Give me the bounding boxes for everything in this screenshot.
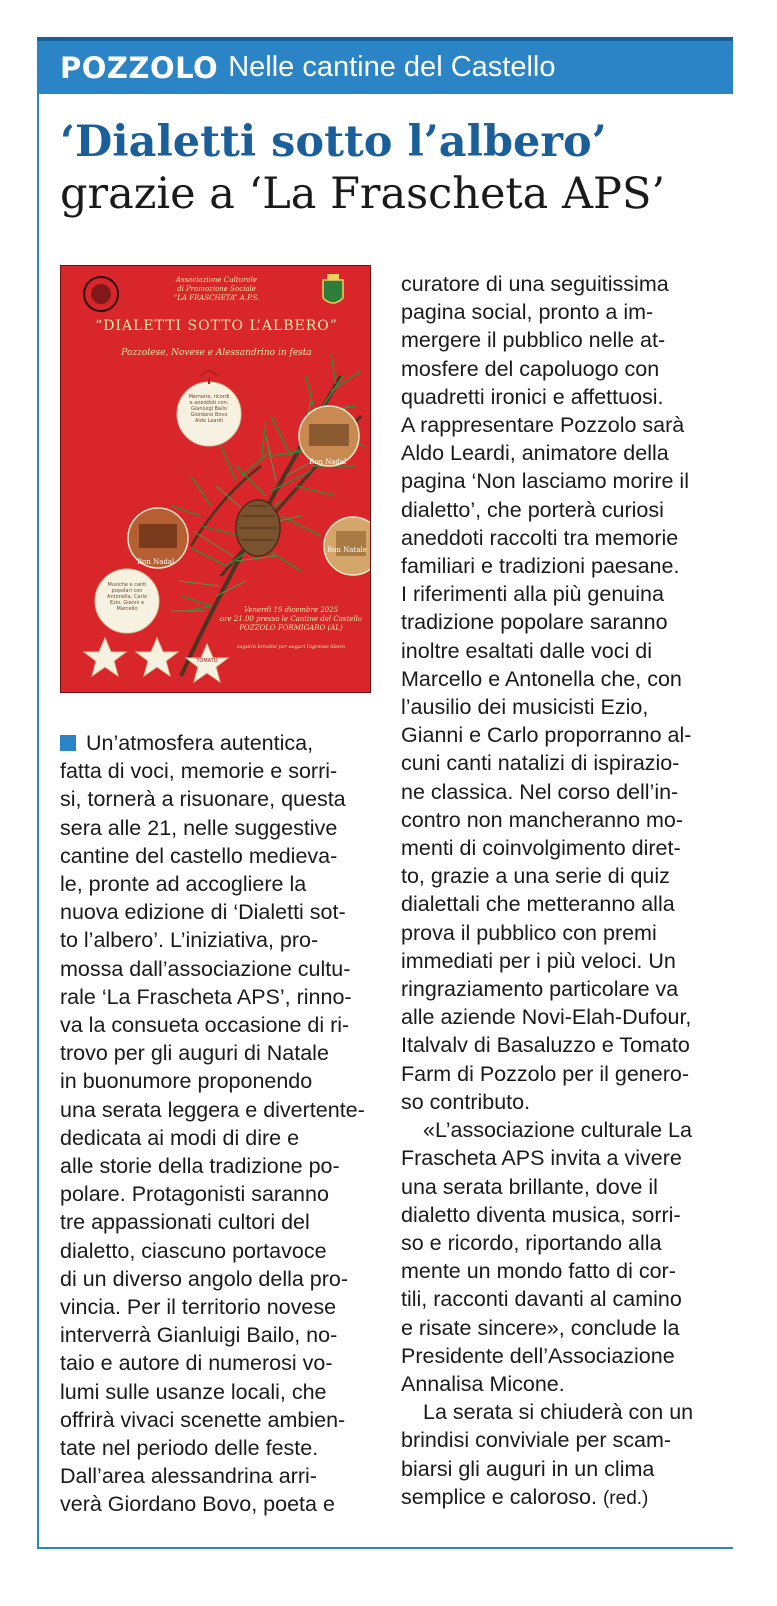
text-line: dialetto’, che porterà curiosi: [401, 497, 664, 522]
text-line: so e ricordo, riportando alla: [401, 1230, 662, 1255]
text-line: Presidente dell’Associazione: [401, 1343, 675, 1368]
text-line: offrirà vivaci scenette ambien-: [60, 1407, 346, 1432]
text-line: alle aziende Novi-Elah-Dufour,: [401, 1005, 692, 1030]
text-line: trovo per gli auguri di Natale: [60, 1041, 329, 1066]
text-line: dedicata ai modi di dire e: [60, 1125, 300, 1150]
paragraph: [401, 270, 717, 1116]
text-line: Farm di Pozzolo per il genero-: [401, 1061, 689, 1086]
text-line: I riferimenti alla più genuina: [401, 582, 664, 607]
ornament-1-text: Memorie, ricordi e aneddoti con: Gianluigi Bailo Giordano Bovo Aldo Leardi: [188, 394, 230, 424]
ornament-label-3: Bon Natale: [327, 546, 367, 554]
text-line: inoltre esaltati dalle voci di: [401, 638, 652, 663]
article-column-right: [401, 270, 717, 1513]
poster-event-details: Venerdì 19 dicembre 2025 ore 21.00 presso le Cantine del Castello POZZOLO FORMIGARO (AL): [219, 606, 363, 632]
text-line: alle storie della tradizione po-: [60, 1154, 340, 1179]
text-line: va la consueta occasione di ri-: [60, 1013, 350, 1038]
text-line: Aldo Leardi, animatore della: [401, 441, 669, 466]
text-line: Frascheta APS invita a vivere: [401, 1146, 682, 1171]
text-line: vincia. Per il territorio novese: [60, 1295, 337, 1320]
poster-footer: seguirà brindisi per auguri Ingresso libero: [236, 644, 346, 650]
text-line: A rappresentare Pozzolo sarà: [401, 413, 685, 438]
text-line: tradizione popolare saranno: [401, 610, 668, 635]
text-line: le, pronte ad accogliere la: [60, 872, 307, 897]
text-line: immediati per i più veloci. Un: [401, 948, 676, 973]
text-line: to, grazie a una serie di quiz: [401, 864, 670, 889]
text-line: mergere il pubblico nelle at-: [401, 328, 666, 353]
text-line: ne classica. Nel corso dell’in-: [401, 779, 679, 804]
text-line: mente un mondo fatto di cor-: [401, 1259, 676, 1284]
text-line: mossa dall’associazione cultu-: [60, 956, 351, 981]
text-line: fatta di voci, memorie e sorri-: [60, 759, 338, 784]
text-line: di un diverso angolo della pro-: [60, 1266, 349, 1291]
star-icon: [136, 638, 178, 676]
text-line: Gianni e Carlo proporranno al-: [401, 723, 692, 748]
text-line: aneddoti raccolti tra memorie: [401, 525, 679, 550]
text-line: quadretti ironici e affettuosi.: [401, 384, 664, 409]
text-line: cuni canti natalizi di ispirazio-: [401, 751, 680, 776]
paragraph: [60, 729, 372, 1519]
ornament-2-text: Musiche e canti popolari con Antonella, Carlo Ezio, Gianni e Marcello: [107, 582, 147, 612]
text-line: menti di coinvolgimento diret-: [401, 836, 681, 861]
text-line: rale ‘La Frascheta APS’, rinno-: [60, 984, 352, 1009]
text-line: interverrà Gianluigi Bailo, no-: [60, 1323, 338, 1348]
star-label: TOMATO: [196, 658, 218, 664]
text-line: e risate sincere», conclude la: [401, 1315, 680, 1340]
paragraph: [401, 1398, 717, 1513]
text-line: una serata brillante, dove il: [401, 1174, 658, 1199]
text-line: Dall’area alessandrina arri-: [60, 1464, 317, 1489]
kicker-bar: [37, 37, 733, 94]
text-line: tre appassionati cultori del: [60, 1210, 310, 1235]
text-line: dialetto, ciascuno portavoce: [60, 1238, 327, 1263]
ornament-label-2: Bon Nadal: [137, 558, 175, 566]
text-line: brindisi conviviale per scam-: [401, 1428, 672, 1453]
text-line: una serata leggera e divertente-: [60, 1097, 365, 1122]
kicker-subtitle: Nelle cantine del Castello: [228, 51, 556, 83]
text-line: semplice e caloroso. (red.): [401, 1484, 649, 1509]
text-line: pagina ‘Non lasciamo morire il: [401, 469, 689, 494]
text-line: «L’associazione culturale La: [423, 1118, 692, 1143]
text-line: dialettali che metteranno alla: [401, 892, 675, 917]
text-line: to l’albero’. L’iniziativa, pro-: [60, 928, 319, 953]
ornament-label-1: Bon Nadal: [309, 458, 347, 466]
star-icon: [84, 638, 126, 676]
text-line: in buonumore proponendo: [60, 1069, 313, 1094]
text-line: ringraziamento particolare va: [401, 977, 679, 1002]
text-line: tili, racconti davanti al camino: [401, 1287, 682, 1312]
article-column-left: [60, 729, 372, 1519]
poster-subtitle: Pozzolese, Novese e Alessandrino in festa: [121, 348, 312, 358]
text-line: taio e autore di numerosi vo-: [60, 1351, 333, 1376]
text-line: biarsi gli auguri in un clima: [401, 1456, 655, 1481]
text-line: polare. Protagonisti saranno: [60, 1182, 329, 1207]
kicker-place: POZZOLO: [60, 50, 219, 85]
text-line: l’ausilio dei musicisti Ezio,: [401, 695, 649, 720]
text-line: Italvalv di Basaluzzo e Tomato: [401, 1033, 690, 1058]
text-line: Annalisa Micone.: [401, 1371, 565, 1396]
byline: (red.): [602, 1487, 649, 1509]
text-line: so contributo.: [401, 1089, 531, 1114]
text-line: mosfere del capoluogo con: [401, 356, 660, 381]
text-line: La serata si chiuderà con un: [423, 1400, 694, 1425]
text-line: sera alle 21, nelle suggestive: [60, 815, 338, 840]
text-line: contro non mancheranno mo-: [401, 807, 684, 832]
text-line: dialetto diventa musica, sorri-: [401, 1202, 681, 1227]
text-line: verà Giordano Bovo, poeta e: [60, 1492, 335, 1517]
event-poster: [60, 265, 371, 693]
text-line: pagina social, pronto a im-: [401, 300, 654, 325]
text-line: cantine del castello medieva-: [60, 843, 338, 868]
headline-line-1: ‘Dialetti sotto l’albero’: [60, 117, 607, 167]
text-line: nuova edizione di ‘Dialetti sot-: [60, 900, 346, 925]
headline-line-2: grazie a ‘La Frascheta APS’: [60, 169, 666, 219]
headline: [60, 116, 720, 220]
text-line: Marcello e Antonella che, con: [401, 666, 682, 691]
text-line: Un’atmosfera autentica,: [60, 729, 372, 757]
paragraph: [401, 1116, 717, 1398]
text-line: si, tornerà a risuonare, questa: [60, 787, 346, 812]
text-line: curatore di una seguitissima: [401, 272, 669, 296]
poster-title: “DIALETTI SOTTO L’ALBERO”: [95, 318, 338, 334]
text-line: lumi sulle usanze locali, che: [60, 1379, 327, 1404]
text-line: tate nel periodo delle feste.: [60, 1436, 319, 1461]
square-bullet-icon: [60, 735, 76, 751]
poster-association: Associazione Culturale di Promozione Sociale “LA FRASCHETA” A.P.S.: [173, 276, 260, 302]
text-line: familiari e tradizioni paesane.: [401, 554, 680, 579]
text-line: prova il pubblico con premi: [401, 920, 657, 945]
